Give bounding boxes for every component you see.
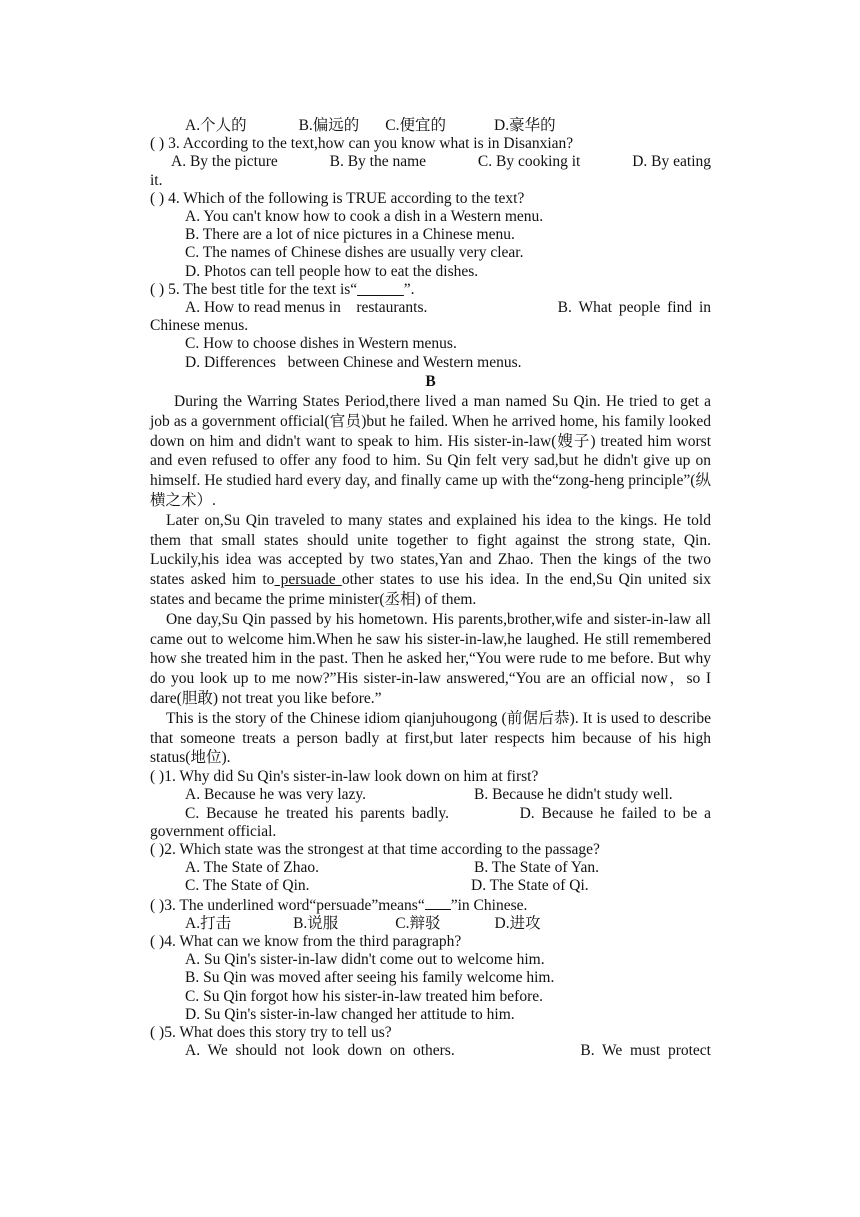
- stem-text: ( ) 5. The best title for the text is“: [150, 280, 358, 298]
- part-a-q3-options: [150, 153, 711, 171]
- part-a-q5-wrap: Chinese menus.: [150, 317, 249, 335]
- option: A. Because he was very lazy.: [185, 786, 367, 804]
- answer-blank: [425, 896, 451, 910]
- option: B.说服: [293, 914, 339, 932]
- option: B. There are a lot of nice pictures in a Chinese menu.: [185, 226, 515, 244]
- paragraph-text: other states to use his idea. In the end,Su Qin united six states and became the prime minister(丞相) of them.: [150, 571, 711, 609]
- option: C.辩驳: [395, 914, 441, 932]
- option: A. By the picture: [171, 153, 278, 171]
- worksheet-page: [150, 117, 711, 1060]
- option: A. We should not look down on others.: [185, 1042, 455, 1060]
- option: D. Differences between Chinese and Western menus.: [185, 353, 522, 371]
- part-b-q1-wrap: government official.: [150, 822, 277, 840]
- part-b-q5-stem: ( )5. What does this story try to tell us?: [150, 1024, 392, 1042]
- option: A. Su Qin's sister-in-law didn't come out to welcome him.: [185, 951, 545, 969]
- paragraph-text: Later on,Su Qin traveled to many states and explained his idea to the kings. He told them that small states should unite together to fight against the strong state, Qin. Luckily,his idea was accepted by two states,Yan and Zhao. Then the kings of the two states asked him to: [150, 511, 711, 589]
- option: B. We must protect: [580, 1042, 711, 1060]
- part-b-q2-cd: [150, 877, 711, 895]
- part-a-q5-stem: [150, 281, 711, 299]
- option: D. Photos can tell people how to eat the dishes.: [185, 262, 479, 280]
- option: B. The State of Yan.: [474, 859, 600, 877]
- option: C. Su Qin forgot how his sister-in-law treated him before.: [185, 987, 543, 1005]
- option: A.打击: [185, 914, 232, 932]
- part-b-q3-stem: [150, 896, 711, 915]
- stem-text: ”in Chinese.: [450, 896, 528, 914]
- option: D.进攻: [494, 914, 541, 932]
- section-heading: B: [425, 372, 436, 390]
- underlined-word: persuade: [274, 571, 342, 589]
- part-b-q2-ab: [150, 859, 711, 877]
- option: B. Because he didn't study well.: [474, 786, 673, 804]
- option: B.偏远的: [298, 117, 360, 134]
- option: B. By the name: [329, 153, 427, 171]
- part-a-q3-wrap: it.: [150, 171, 163, 189]
- option: B. Su Qin was moved after seeing his family welcome him.: [185, 969, 555, 987]
- stem-text: ( )3. The underlined word“persuade”means“: [150, 896, 425, 914]
- option: D. Su Qin's sister-in-law changed her attitude to him.: [185, 1005, 515, 1023]
- option: C. The names of Chinese dishes are usually very clear.: [185, 244, 524, 262]
- answer-blank: ______: [357, 280, 404, 298]
- option: C.便宜的: [385, 117, 447, 134]
- passage-paragraph: This is the story of the Chinese idiom qianjuhougong (前倨后恭). It is used to describe that someone treats a person badly at first,but later respects him because of his high status(地位).: [150, 709, 711, 767]
- option: A.个人的: [185, 117, 247, 134]
- part-b-q1-cd: [150, 805, 711, 823]
- part-b-q3-options: [150, 915, 711, 933]
- option: A. You can't know how to cook a dish in a Western menu.: [185, 208, 544, 226]
- option: A. How to read menus in restaurants.: [185, 299, 428, 317]
- stem-text: ”.: [403, 280, 415, 298]
- passage-paragraph: One day,Su Qin passed by his hometown. His parents,brother,wife and sister-in-law all came out to welcome him.When he saw his sister-in-law,he laughed. He still remembered how she treated him in the past. Then he asked her,“You were rude to me before. But why do you look up to me now?”His sister-in-law answered,“You are an official now，so I dare(胆敢) not treat you like before.”: [150, 610, 711, 707]
- option: C. Because he treated his parents badly.: [185, 804, 450, 822]
- part-b-q5-ab: [150, 1042, 711, 1060]
- part-a-q5-ab: [150, 299, 711, 317]
- part-b-q1-stem: ( )1. Why did Su Qin's sister-in-law look down on him at first?: [150, 768, 539, 786]
- passage-paragraph: [150, 511, 711, 610]
- option: D. The State of Qi.: [471, 877, 589, 895]
- option: C. How to choose dishes in Western menus.: [185, 335, 457, 353]
- option: C. By cooking it: [477, 153, 581, 171]
- part-b-q4-stem: ( )4. What can we know from the third paragraph?: [150, 933, 462, 951]
- part-b-q2-stem: ( )2. Which state was the strongest at that time according to the passage?: [150, 841, 600, 858]
- part-a-q3-stem: ( ) 3. According to the text,how can you know what is in Disanxian?: [150, 135, 574, 153]
- part-a-q4-stem: ( ) 4. Which of the following is TRUE according to the text?: [150, 189, 525, 207]
- option: A. The State of Zhao.: [185, 859, 320, 877]
- option: C. The State of Qin.: [185, 877, 310, 895]
- option: B. What people find in: [557, 299, 711, 317]
- option: D. By eating: [632, 153, 711, 171]
- part-a-q2-options: [150, 117, 711, 135]
- option: D.豪华的: [494, 117, 556, 134]
- part-b-q1-ab: [150, 786, 711, 804]
- passage-paragraph: During the Warring States Period,there lived a man named Su Qin. He tried to get a job as a government official(官员)but he failed. When he arrived home, his family looked down on him and didn't want to speak to him. His sister-in-law(嫂子) treated him worst and even refused to offer any food to him. Su Qin felt very sad,but he didn't give up on himself. He studied hard every day, and finally came up with the“zong-heng principle”(纵横之术）.: [150, 393, 711, 510]
- option: D. Because he failed to be a: [519, 804, 711, 822]
